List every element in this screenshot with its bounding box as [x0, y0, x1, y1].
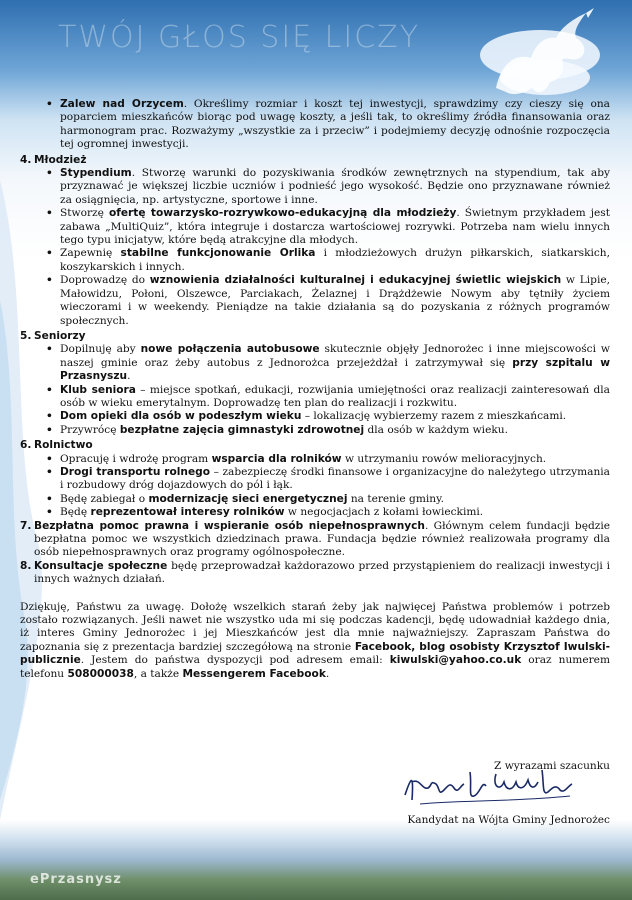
item-text: . Określimy rozmiar i koszt tej inwestycji, sprawdzimy czy cieszy się ona poparciem mieszkańców biorąc pod uwagę koszty, a jeśli tak, to określimy źródła finansowania oraz harmonogram prac. Rozważymy „wszystkie za i przeciw” i podejmiemy decyzję odnośnie rozpoczęcia tej ogromnej inwestycji. [60, 98, 610, 151]
item-highlight: Klub seniora [60, 383, 136, 396]
list-item [60, 410, 610, 423]
numbered-point [20, 520, 610, 560]
closing-text: . Jestem do państwa dyspozycji pod adresem email: [80, 654, 390, 667]
section-list [18, 343, 610, 437]
item-highlight: ofertę towarzysko-rozrywkowo-edukacyjną dla młodzieży [108, 207, 457, 220]
section [18, 439, 610, 519]
list-item [60, 466, 610, 493]
item-text: – lokalizację wybierzemy razem z mieszkańcami. [301, 410, 567, 423]
watermark-logo: ePrzasnysz [30, 872, 122, 887]
item-text: Dopilnuję aby [60, 343, 141, 356]
item-text: skutecznie objęły Jednorożec i inne miejscowości w naszej gminie oraz żeby autobus z Jednorożca przejeżdżał i zatrzymywał się [60, 343, 611, 369]
slogan-heading: TWÓJ GŁOS SIĘ LICZY [58, 20, 421, 55]
section-list [18, 167, 610, 328]
item-text: Będę zabiegał o [60, 492, 149, 505]
phone-number: 508000038 [67, 667, 134, 680]
candidate-title: Kandydat na Wójta Gminy Jednorożec [407, 814, 610, 826]
section [18, 154, 610, 328]
item-highlight: modernizację sieci energetycznej [148, 492, 348, 505]
list-item [60, 343, 610, 383]
list-item [60, 506, 610, 519]
section-title [20, 154, 610, 167]
item-text: Doprowadzę do [60, 274, 150, 287]
closing-text: . [325, 667, 330, 680]
list-item [60, 384, 610, 411]
item-text: Będę [60, 506, 91, 519]
point-text: będę przeprowadzał każdorazowo przed przystąpieniem do realizacji inwestycji i innych ważnych działań. [34, 559, 610, 586]
numbered-points [18, 520, 610, 587]
closing-text: oraz numerem telefonu [20, 654, 611, 680]
item-highlight: stabilne funkcjonowanie Orlika [120, 247, 316, 260]
list-item [60, 207, 610, 247]
point-number: 8. [20, 559, 32, 572]
sections [18, 154, 610, 520]
section-name: Seniorzy [34, 329, 86, 342]
item-text: . [127, 370, 131, 383]
item-highlight: nowe połączenia autobusowe [140, 343, 320, 356]
closing-text: , a także [133, 667, 183, 680]
section-title [20, 439, 610, 452]
section-number: 5. [20, 329, 32, 342]
handwritten-signature [400, 760, 590, 810]
messenger-contact: Messengerem Facebook [182, 667, 326, 680]
section-list [18, 453, 610, 520]
section-number: 4. [20, 153, 32, 166]
point-heading: Konsultacje społeczne [34, 559, 168, 572]
item-text: dla osób w każdym wieku. [364, 423, 508, 436]
email-address[interactable]: kiwulski@yahoo.co.uk [389, 654, 522, 667]
list-item [60, 167, 610, 207]
list-item [60, 247, 610, 274]
item-highlight: Dom opieki dla osób w podeszłym wieku [60, 410, 302, 423]
item-highlight: wsparcia dla rolników [211, 452, 342, 465]
letter-body [18, 98, 610, 681]
list-item [60, 98, 610, 152]
unicorn-logo [476, 8, 606, 103]
point-heading: Bezpłatna pomoc prawna i wspieranie osób niepełnosprawnych [34, 519, 425, 532]
item-text: na terenie gminy. [347, 492, 445, 505]
item-text: . Świetnym przykładem jest zabawa „MultiQuiz”, która integruje i dostarcza wartościowej rozrywki. Potrzeba nam wielu innych tego typu inicjatyw, które będą atrakcyjne dla młodych. [60, 207, 610, 247]
item-heading: Zalew nad Orzycem [60, 98, 184, 110]
item-text: Opracuję i wdrożę program [60, 452, 212, 465]
list-item [60, 493, 610, 506]
item-highlight: wznowienia działalności kulturalnej i edukacyjnej świetlic wiejskich [149, 274, 562, 287]
section-name: Rolnictwo [34, 439, 93, 452]
item-text: – miejsce spotkań, edukacji, rozwijania umiejętności oraz realizacji zainteresowań dla osób w wieku emerytalnym. Doprowadzę ten plan do realizacji i rozkwitu. [60, 383, 611, 409]
item-text: Przywrócę [60, 423, 120, 436]
section-name: Młodzież [34, 153, 87, 166]
item-text: w negocjacjach z kołami łowieckimi. [284, 506, 484, 519]
section-number: 6. [20, 439, 32, 452]
item-text: Zapewnię [60, 247, 121, 260]
item-highlight: reprezentował interesy rolników [90, 506, 285, 519]
section-title [20, 330, 610, 343]
facebook-blog-link[interactable]: Facebook, blog osobisty Krzysztof Iwulski-publicznie [20, 640, 610, 667]
item-highlight: bezpłatne zajęcia gimnastyki zdrowotnej [119, 423, 365, 436]
item-text: Stworzę [60, 207, 109, 220]
item-highlight: Drogi transportu rolnego [60, 465, 210, 478]
item-text: . Stworzę warunki do pozyskiwania środków zewnętrznych na stypendium, tak aby przyznawać je większej liczbie uczniów i podnieść jego wysokość. Będzie ono przyznawane również za osiągnięcia, np. artystyczne, sportowe i inne. [60, 167, 610, 206]
item-text: w utrzymaniu rowów melioracyjnych. [341, 452, 547, 465]
point-text: . Głównym celem fundacji będzie bezpłatna pomoc we wszystkich dziedzinach prawa. Fundacja będzie również realizowała programy dla osób niepełnosprawnych oraz programy ogólnospołeczne. [34, 519, 611, 559]
regards-line: Z wyrazami szacunku [493, 760, 610, 772]
closing-text: Dziękuję, Państwu za uwagę. Dołożę wszelkich starań żeby jak najwięcej Państwa problemów i potrzeb zostało rozwiązanych. Jeśli nawet nie wszystko uda mi się podczas kadencji, będę udowadniał każdego dnia, iż interes Gminy Jednorożec i jej Mieszkańców jest dla mnie najważniejszy. Zapraszam Państwa do zapoznania się z prezentacja bardziej szczegółową na stronie [20, 600, 610, 653]
section [18, 330, 610, 437]
intro-list [18, 98, 610, 152]
item-highlight: Stypendium [60, 167, 132, 180]
closing-paragraph [20, 601, 610, 681]
list-item [60, 424, 610, 437]
item-text: i młodzieżowych drużyn piłkarskich, siatkarskich, koszykarskich i innych. [60, 247, 610, 273]
list-item [60, 274, 610, 328]
numbered-point [20, 560, 610, 587]
item-text: – zabezpieczę środki finansowe i organizacyjne do należytego utrzymania i rozbudowy dróg dojazdowych do pól i łąk. [60, 465, 610, 492]
list-item [60, 453, 610, 466]
item-highlight: przy szpitalu w Przasnyszu [60, 356, 610, 383]
item-text: w Lipie, Małowidzu, Połoni, Olszewce, Parciakach, Żelaznej i Drążdżewie Nowym aby tętniły życiem wieczorami i w weekendy. Pieniądze na takie działania są do pozyskania z różnych programów społecznych. [60, 274, 610, 327]
point-number: 7. [20, 519, 32, 532]
